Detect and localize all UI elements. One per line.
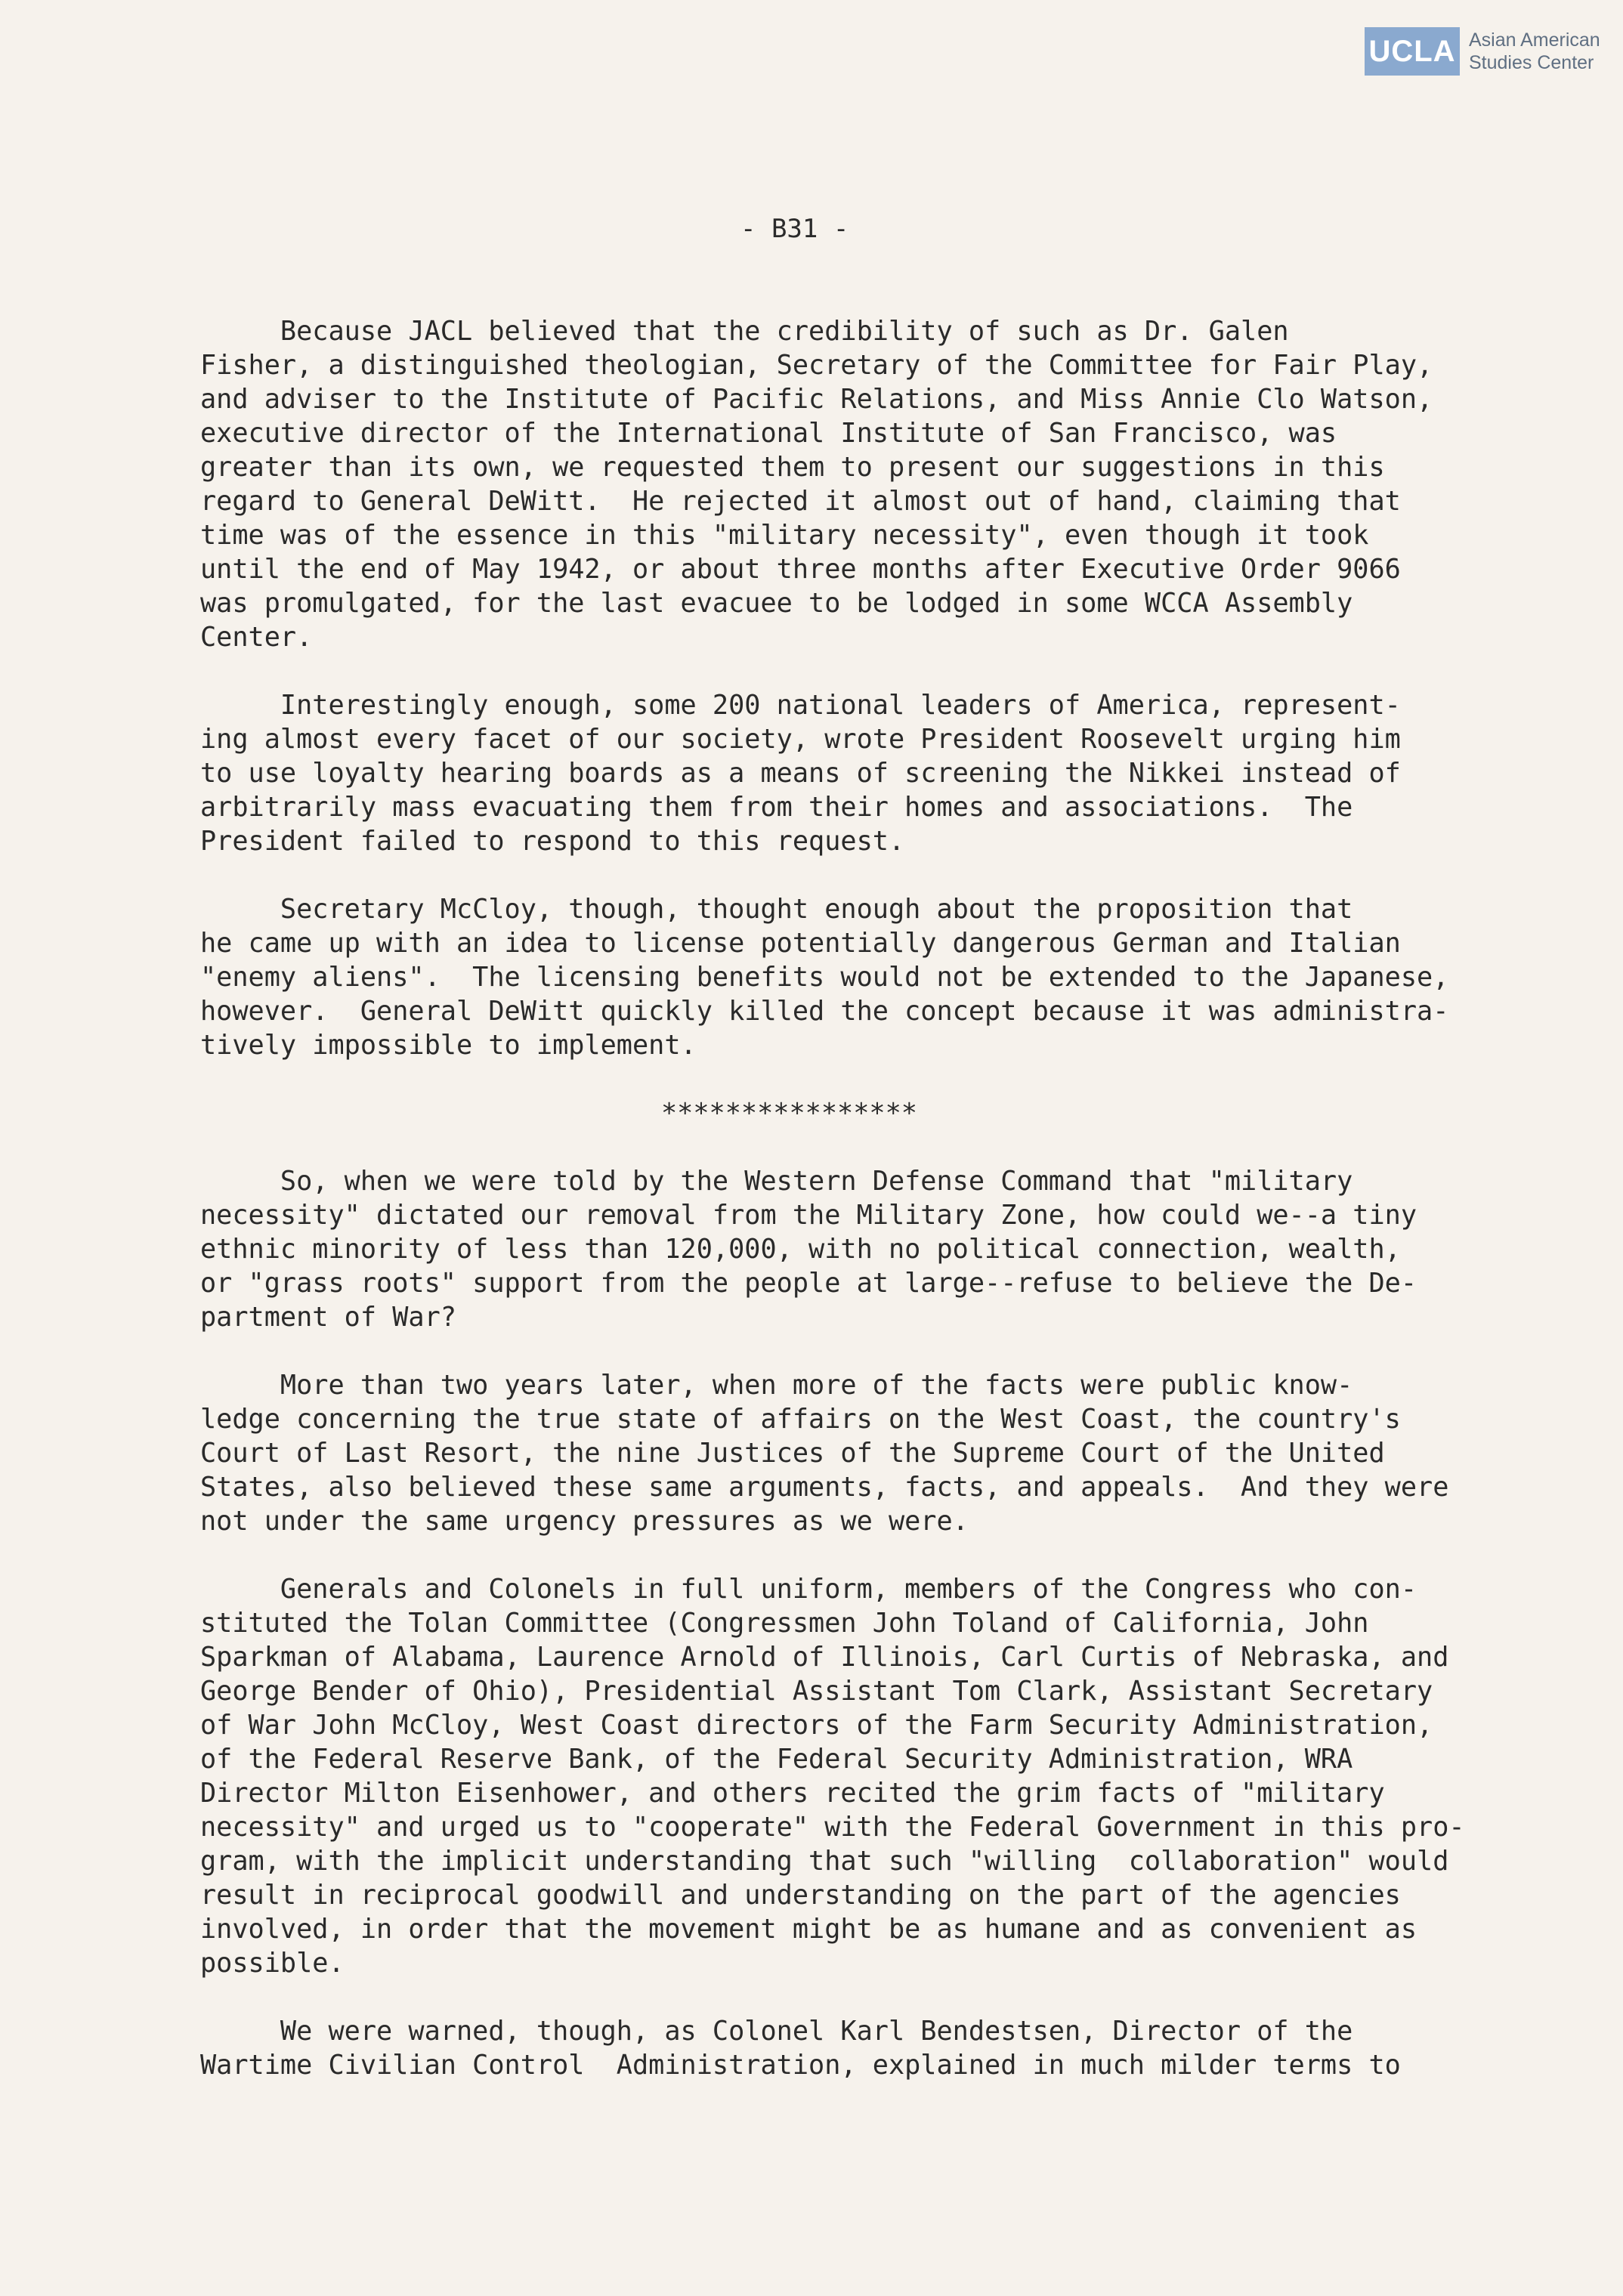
text-line: "enemy aliens". The licensing benefits would not be extended to the Japanese, <box>200 962 1449 993</box>
document-body <box>200 314 1465 2082</box>
paragraph <box>200 1164 1428 1334</box>
text-line: executive director of the International Institute of San Francisco, was <box>200 418 1337 449</box>
text-line: ledge concerning the true state of affairs on the West Coast, the country's <box>200 1404 1401 1435</box>
text-line: President failed to respond to this request. <box>200 826 905 857</box>
text-line: More than two years later, when more of the facts were public know- <box>200 1370 1353 1401</box>
text-line: Sparkman of Alabama, Laurence Arnold of Illinois, Carl Curtis of Nebraska, and <box>200 1642 1449 1673</box>
text-line: States, also believed these same arguments, facts, and appeals. And they were <box>200 1472 1449 1503</box>
text-line: Interestingly enough, some 200 national leaders of America, represent- <box>200 690 1401 721</box>
text-line: Generals and Colonels in full uniform, members of the Congress who con- <box>200 1574 1417 1605</box>
paragraph-gap <box>200 858 1428 892</box>
text-line: Wartime Civilian Control Administration, explained in much milder terms to <box>200 2050 1401 2081</box>
ucla-logo-mark: UCLA <box>1365 27 1460 76</box>
text-line: Court of Last Resort, the nine Justices of the Supreme Court of the United <box>200 1438 1385 1469</box>
text-line: not under the same urgency pressures as we were. <box>200 1506 969 1537</box>
text-line: until the end of May 1942, or about three months after Executive Order 9066 <box>200 554 1401 585</box>
logo-caption <box>1469 29 1600 74</box>
text-line: Director Milton Eisenhower, and others recited the grim facts of "military <box>200 1778 1385 1809</box>
text-line: was promulgated, for the last evacuee to be lodged in some WCCA Assembly <box>200 588 1353 619</box>
paragraph-gap <box>200 654 1428 688</box>
text-line: partment of War? <box>200 1302 456 1333</box>
text-line: of War John McCloy, West Coast directors of the Farm Security Administration, <box>200 1710 1433 1741</box>
ucla-aasc-logo <box>1365 27 1600 76</box>
text-line: he came up with an idea to license potentially dangerous German and Italian <box>200 928 1401 959</box>
page-number: - B31 - <box>740 214 849 244</box>
text-line: stituted the Tolan Committee (Congressmen John Toland of California, John <box>200 1608 1369 1639</box>
text-line: necessity" dictated our removal from the Military Zone, how could we--a tiny <box>200 1200 1417 1231</box>
logo-caption-line-2: Studies Center <box>1469 52 1594 73</box>
text-line: So, when we were told by the Western Defense Command that "military <box>200 1166 1353 1197</box>
paragraph-gap <box>200 1062 1428 1096</box>
text-line: ing almost every facet of our society, wrote President Roosevelt urging him <box>200 724 1401 755</box>
text-line: Center. <box>200 622 313 653</box>
text-line: however. General DeWitt quickly killed the concept because it was administra- <box>200 996 1449 1027</box>
logo-caption-line-1: Asian American <box>1469 29 1600 51</box>
text-line: regard to General DeWitt. He rejected it almost out of hand, claiming that <box>200 486 1401 517</box>
paragraph-gap <box>200 1538 1428 1572</box>
text-line: and adviser to the Institute of Pacific Relations, and Miss Annie Clo Watson, <box>200 384 1433 415</box>
text-line: Fisher, a distinguished theologian, Secretary of the Committee for Fair Play, <box>200 350 1433 381</box>
text-line: involved, in order that the movement might be as humane and as convenient as <box>200 1914 1417 1945</box>
paragraph <box>200 2014 1428 2082</box>
text-line: time was of the essence in this "military necessity", even though it took <box>200 520 1369 551</box>
text-line: We were warned, though, as Colonel Karl Bendestsen, Director of the <box>200 2016 1353 2047</box>
text-line: arbitrarily mass evacuating them from their homes and associations. The <box>200 792 1353 823</box>
paragraph <box>200 892 1449 1062</box>
text-line: possible. <box>200 1948 345 1979</box>
text-line: or "grass roots" support from the people at large--refuse to believe the De- <box>200 1268 1417 1299</box>
section-separator: **************** <box>661 1098 917 1129</box>
paragraph-gap <box>200 1130 1428 1164</box>
text-line: result in reciprocal goodwill and understanding on the part of the agencies <box>200 1880 1401 1911</box>
text-line: Secretary McCloy, though, thought enough about the proposition that <box>200 894 1353 925</box>
text-line: ethnic minority of less than 120,000, with no political connection, wealth, <box>200 1234 1401 1265</box>
text-line: necessity" and urged us to "cooperate" with the Federal Government in this pro- <box>200 1812 1465 1843</box>
text-line: gram, with the implicit understanding that such "willing collaboration" would <box>200 1846 1449 1877</box>
text-line: Because JACL believed that the credibility of such as Dr. Galen <box>200 316 1289 347</box>
text-line: to use loyalty hearing boards as a means of screening the Nikkei instead of <box>200 758 1401 789</box>
paragraph-gap <box>200 1980 1428 2014</box>
paragraph-gap <box>200 1334 1428 1368</box>
text-line: of the Federal Reserve Bank, of the Federal Security Administration, WRA <box>200 1744 1353 1775</box>
paragraph <box>200 1572 1465 1980</box>
text-line: George Bender of Ohio), Presidential Assistant Tom Clark, Assistant Secretary <box>200 1676 1433 1707</box>
paragraph <box>200 1368 1449 1538</box>
text-line: greater than its own, we requested them to present our suggestions in this <box>200 452 1385 483</box>
paragraph <box>200 688 1428 858</box>
paragraph <box>200 314 1433 654</box>
text-line: tively impossible to implement. <box>200 1030 697 1061</box>
